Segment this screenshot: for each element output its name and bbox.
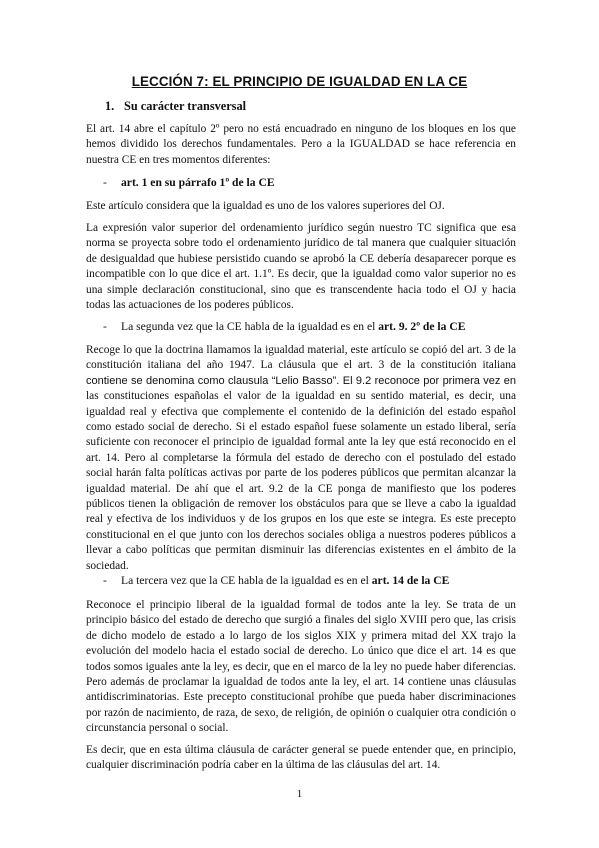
paragraph-part-a: Recoge lo que la doctrina llamamos la igualdad material, este artículo se copió del art. 3 de la constitución italiana del año 1947. La cláusula que el art. 3 de la constitución italiana — [86, 344, 516, 372]
bullet-bold: art. 9. 2º de la CE — [378, 320, 466, 333]
bullet-dash: - — [103, 574, 107, 587]
section-number: 1. — [105, 99, 115, 113]
paragraph-igualdad-formal: Reconoce el principio liberal de la igualdad formal de todos ante la ley. Se trata de un principio básico del estado de derecho que surgió a finales del siglo XVIII pero que, las crisis de dicho modelo de estado a lo largo de los siglos XIX y primera mitad del XX trajo la evolución del modelo hacia el estado social de derecho. Lo único que dice el art. 14 es que todos somos iguales ante la ley, es decir, que en el marco de la ley no puede haber diferencias. Pero además de proclamar la igualdad de todos ante la ley, el art. 14 contiene unas cláusulas antidiscriminatorias. Este precepto constitucional prohíbe que pueda haber discriminaciones por razón de nacimiento, de raza, de sexo, de religión, de opinión o cualquier otra condición o circunstancia personal o social. — [86, 599, 516, 735]
lesson-title: LECCIÓN 7: EL PRINCIPIO DE IGUALDAD EN LA CE — [131, 74, 468, 89]
bullet-dash: - — [103, 176, 107, 189]
paragraph-ordenamiento: La expresión valor superior del ordenamiento jurídico según nuestro TC significa que esa norma se proyecta sobre todo el ordenamiento jurídico de tal manera que cualquier situación de desigualdad que hubiese persistido cuando se aprobó la CE debería desaparecer porque es incompatible con lo que dice el art. 1.1º. Es decir, que la igualdad como valor superior no es una simple declaración constitucional, sino que es transcendente hacia todo el OJ y hacia todas las actuaciones de los poderes públicos. — [86, 222, 516, 312]
section-heading — [105, 99, 246, 114]
page-number: 1 — [296, 788, 303, 800]
bullet-art-1 — [103, 176, 275, 189]
paragraph-part-lelio-basso: contiene se denomina como clausula “Lelio Basso”. El 9.2 reconoce por primera vez en — [86, 374, 516, 387]
paragraph-conclusion: Es decir, que en esta última cláusula de carácter general se puede entender que, en principio, cualquier discriminación podría caber en la última de las cláusulas del art. 14. — [86, 744, 516, 772]
bullet-art-14 — [103, 574, 449, 587]
paragraph-igualdad-material — [86, 343, 516, 574]
paragraph-valor-superior: Este artículo considera que la igualdad es uno de los valores superiores del OJ. — [86, 200, 445, 212]
bullet-bold: art. 14 de la CE — [371, 574, 450, 587]
paragraph-part-c: las constituciones españolas el valor de la igualdad en su sentido material, es decir, una igualdad real y efectiva que complemente el contenido de la definición del estado español como estado social de derecho. Si el estado español fuese solamente un estado liberal, sería suficiente con reconocer el principio de igualdad formal ante la ley que está reconocido en el art. 14. Pero al completarse la fórmula del estado de derecho con el postulado del estado social harán falta políticas activas por parte de los poderes públicos que permitan alcanzar la igualdad material. De ahí que el art. 9.2 de la CE ponga de manifiesto que los poderes públicos tienen la obligación de remover los obstáculos para que se lleve a cabo la igualdad real y efectiva de los individuos y de los grupos en los que este se integra. Es este precepto constitucional en el que junto con los derechos sociales obliga a nuestros poderes públicos a llevar a cabo políticas que permitan disminuir las diferencias existentes en el ámbito de la sociedad. — [86, 390, 516, 572]
bullet-prefix: La segunda vez que la CE habla de la igualdad es en el — [121, 320, 379, 333]
bullet-text: art. 1 en su párrafo 1º de la CE — [121, 176, 275, 189]
bullet-prefix: La tercera vez que la CE habla de la igualdad es en el — [121, 574, 372, 587]
bullet-art-9-2 — [103, 320, 465, 333]
section-title: Su carácter transversal — [124, 99, 247, 113]
bullet-dash: - — [103, 320, 107, 333]
intro-paragraph: El art. 14 abre el capítulo 2º pero no está encuadrado en ninguno de los bloques en los que hemos dividido los derechos fundamentales. Pero a la IGUALDAD se hace referencia en nuestra CE en tres momentos diferentes: — [86, 123, 516, 166]
